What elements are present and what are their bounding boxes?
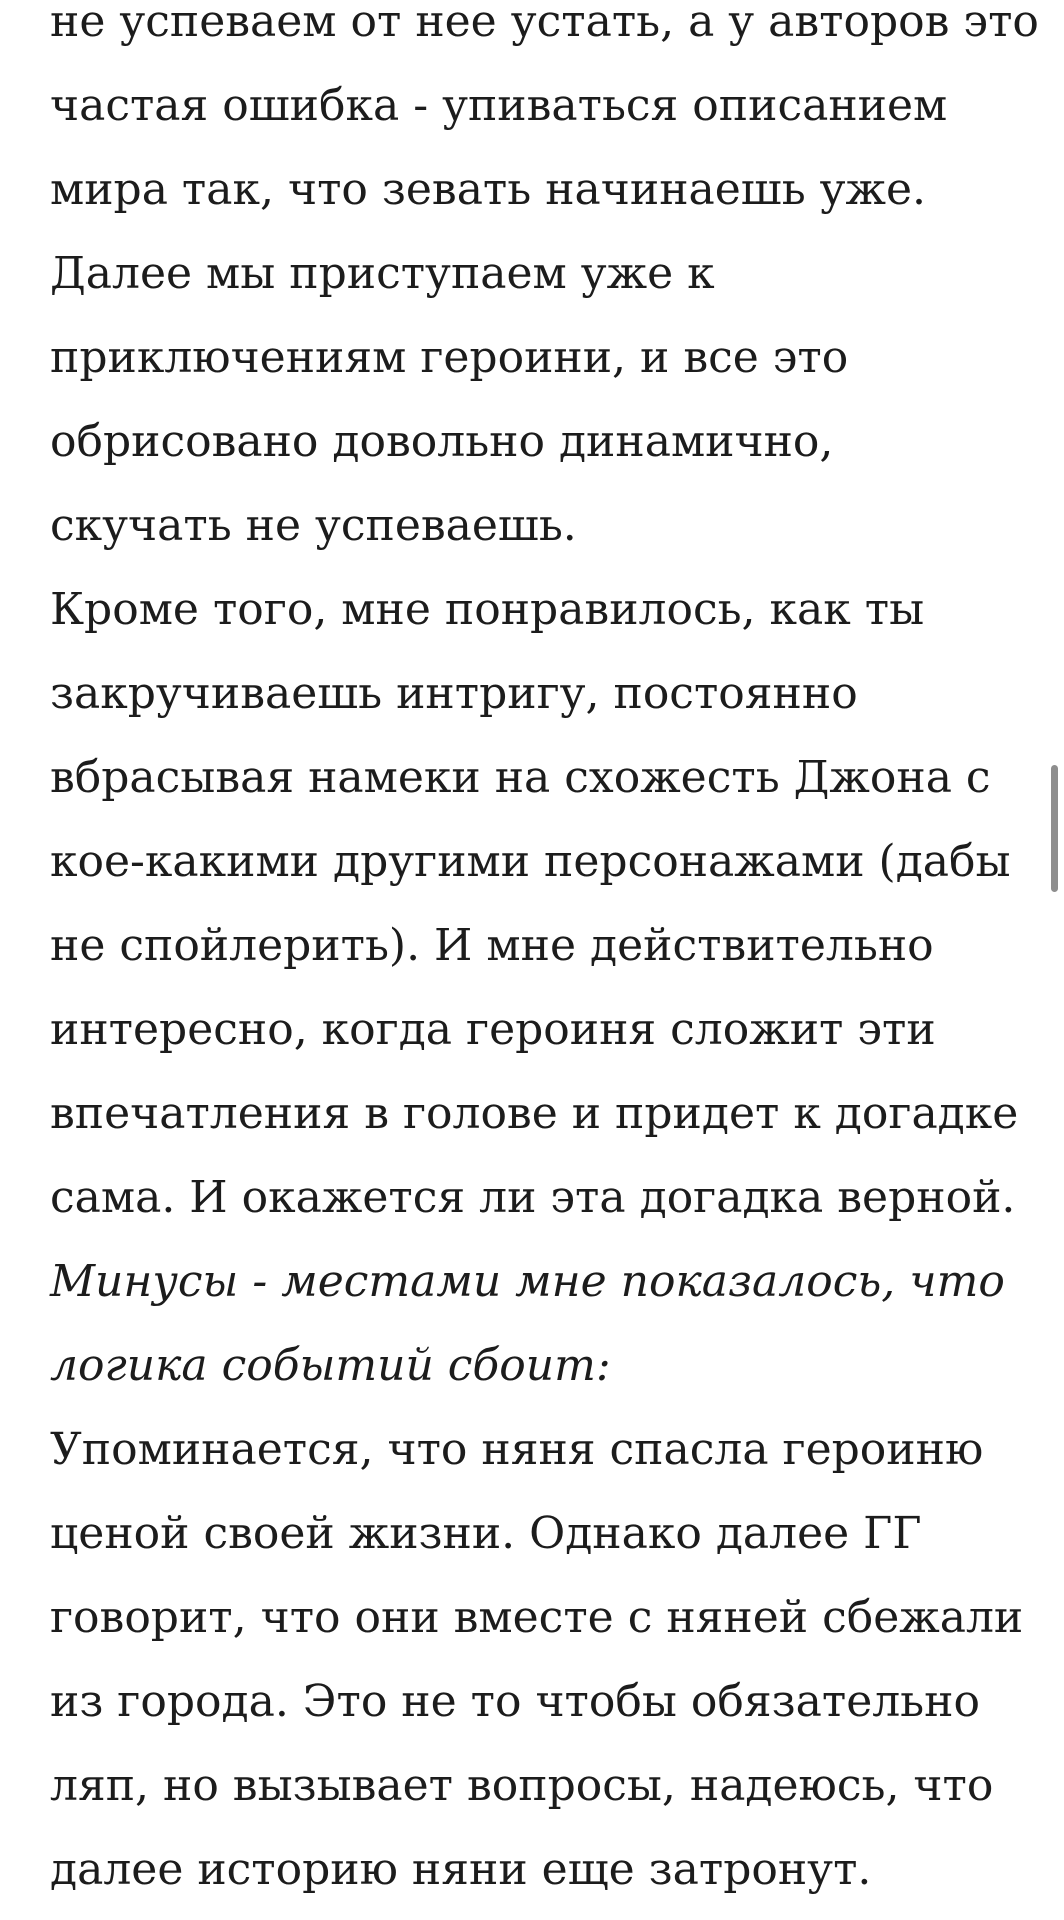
text-line: говорит, что они вместе с няней сбежали (50, 1592, 1024, 1643)
text-line: кое-какими другими персонажами (дабы (50, 836, 1011, 887)
text-line: далее историю няни еще затронут. (50, 1844, 872, 1895)
text-line: вбрасывая намеки на схожесть Джона с (50, 752, 991, 803)
review-text (50, 0, 1040, 1912)
text-line: Далее мы приступаем уже к (50, 248, 715, 299)
text-line: ляп, но вызывает вопросы, надеюсь, что (50, 1760, 994, 1811)
text-line: частая ошибка - упиваться описанием (50, 80, 948, 131)
text-line: ценой своей жизни. Однако далее ГГ (50, 1508, 922, 1559)
text-line: из города. Это не то чтобы обязательно (50, 1676, 980, 1727)
minuses-heading-line: Минусы - местами мне показалось, что (50, 1256, 1005, 1307)
text-line: Упоминается, что няня спасла героиню (50, 1424, 984, 1475)
text-line: закручиваешь интригу, постоянно (50, 668, 858, 719)
minuses-heading-line: логика событий сбоит: (50, 1340, 611, 1391)
text-line: впечатления в голове и придет к догадке (50, 1088, 1019, 1139)
text-line: приключениям героини, и все это (50, 332, 849, 383)
text-line: скучать не успеваешь. (50, 500, 577, 551)
text-line: сама. И окажется ли эта догадка верной. (50, 1172, 1016, 1223)
text-line: мира так, что зевать начинаешь уже. (50, 164, 927, 215)
text-line: не спойлерить). И мне действительно (50, 920, 934, 971)
text-line: интересно, когда героиня сложит эти (50, 1004, 936, 1055)
scrollbar[interactable] (1048, 0, 1064, 1920)
text-line: обрисовано довольно динамично, (50, 416, 834, 467)
text-line: не успеваем от нее устать, а у авторов это (50, 0, 1039, 47)
text-line: Кроме того, мне понравилось, как ты (50, 584, 925, 635)
scrollbar-thumb[interactable] (1051, 765, 1058, 892)
